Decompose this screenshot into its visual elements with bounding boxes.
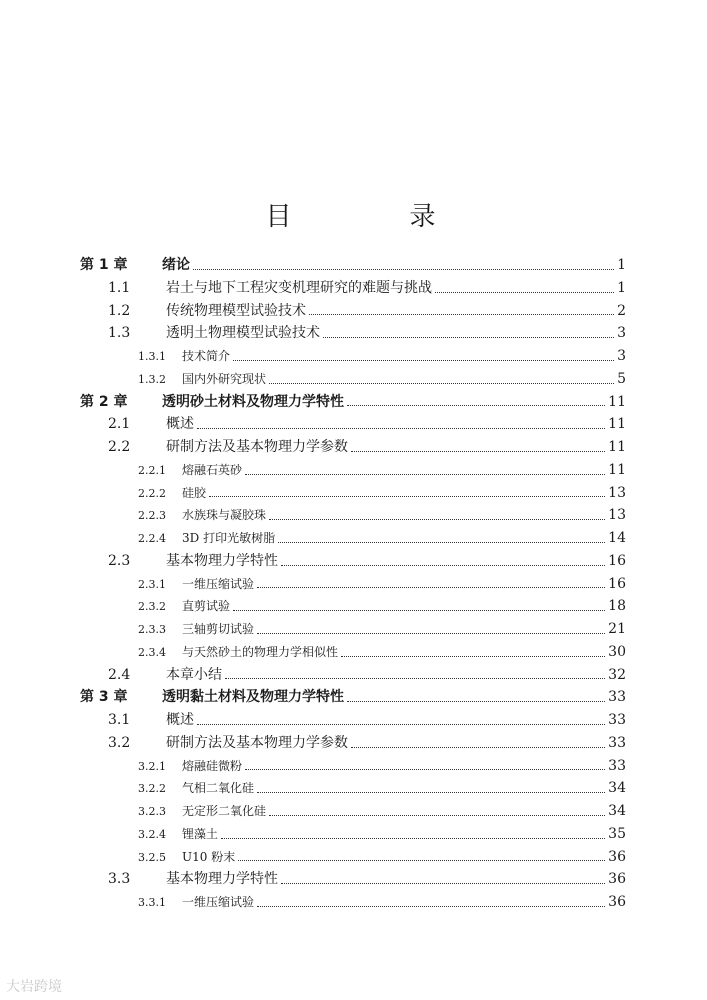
dot-leader (323, 325, 614, 338)
toc-entry-label: 技术简介 (182, 349, 231, 363)
toc-entry[interactable] (80, 413, 626, 436)
toc-entry-number: 2.2.3 (138, 509, 166, 523)
toc-entry-page: 2 (617, 302, 626, 319)
toc-entry-number: 1.3 (108, 325, 131, 342)
dot-leader (351, 439, 605, 452)
toc-entry-number: 3.2.1 (138, 759, 166, 773)
toc-entry-number: 第 2 章 (80, 393, 128, 410)
toc-entry-page: 16 (608, 552, 626, 569)
toc-entry-label: 概述 (166, 416, 194, 433)
toc-entry-label: 传统物理模型试验技术 (166, 302, 306, 319)
toc-entry-page: 13 (608, 484, 626, 501)
dot-leader (435, 280, 614, 293)
toc-entry-page: 36 (608, 894, 626, 910)
dot-leader (341, 644, 605, 657)
toc-entry-label: 研制方法及基本物理力学参数 (166, 439, 348, 455)
toc-entry-page: 11 (608, 393, 626, 410)
dot-leader (257, 621, 605, 634)
toc-entry[interactable] (80, 368, 626, 391)
toc-entry-page: 33 (608, 689, 626, 706)
toc-entry-label: 无定形二氧化硅 (182, 804, 267, 818)
toc-entry-page: 1 (617, 257, 626, 273)
toc-entry[interactable] (80, 641, 626, 664)
dot-leader (221, 826, 605, 839)
toc-entry[interactable] (80, 391, 626, 414)
toc-entry-label: 熔融硅微粉 (182, 758, 243, 773)
toc-entry-number: 2.3 (108, 552, 131, 569)
toc-entry-label: 岩土与地下工程灾变机理研究的难题与挑战 (166, 279, 432, 296)
toc-entry-number: 2.2.4 (138, 532, 166, 545)
toc-entry-label: 与天然砂土的物理力学相似性 (182, 644, 339, 659)
toc-entry[interactable] (80, 573, 626, 596)
toc-entry-label: 三轴剪切试验 (182, 622, 255, 636)
page-title: 目 录 (265, 202, 482, 232)
toc-entry-page: 32 (608, 666, 626, 683)
dot-leader (347, 393, 605, 406)
toc-entry-label: 透明黏土材料及物理力学特性 (162, 689, 344, 706)
toc-entry[interactable] (80, 664, 626, 687)
dot-leader (351, 735, 605, 748)
toc-entry-label: 透明砂土材料及物理力学特性 (162, 393, 344, 410)
toc-entry-number: 3.2.3 (138, 805, 166, 818)
dot-leader (197, 712, 605, 725)
toc-entry[interactable] (80, 345, 626, 368)
toc-entry-page: 16 (608, 575, 626, 592)
toc-entry-page: 18 (608, 598, 626, 615)
dot-leader (269, 507, 605, 520)
toc-entry-page: 35 (608, 825, 626, 842)
toc-entry-label: 概述 (166, 712, 194, 728)
toc-entry-label: 基本物理力学特性 (166, 871, 278, 888)
toc-entry-number: 2.3.4 (138, 645, 166, 659)
dot-leader (193, 257, 614, 270)
toc-entry-page: 14 (608, 530, 626, 546)
toc-entry-number: 1.3.2 (138, 372, 166, 386)
toc-entry[interactable] (80, 459, 626, 482)
toc-entry-number: 3.2.4 (138, 827, 166, 841)
toc-entry-label: 直剪试验 (182, 599, 231, 614)
toc-entry[interactable] (80, 709, 626, 732)
toc-entry-page: 3 (617, 348, 626, 364)
toc-entry[interactable] (80, 527, 626, 550)
toc-entry-number: 2.4 (108, 666, 131, 683)
toc-entry-label: U10 粉末 (182, 849, 236, 864)
toc-entry-page: 33 (608, 734, 626, 751)
dot-leader (278, 530, 605, 543)
dot-leader (257, 780, 605, 793)
dot-leader (269, 803, 605, 816)
toc-entry-label: 研制方法及基本物理力学参数 (166, 734, 348, 751)
toc-entry-number: 1.3.1 (138, 350, 166, 363)
toc-entry-page: 30 (608, 643, 626, 660)
toc-entry-page: 13 (608, 507, 626, 524)
toc-entry-number: 2.2.2 (138, 486, 166, 500)
toc-entry[interactable] (80, 436, 626, 459)
dot-leader (225, 666, 605, 679)
toc-entry-label: 绪论 (162, 257, 190, 273)
dot-leader (281, 871, 605, 884)
toc-entry-page: 11 (608, 439, 626, 455)
toc-entry-number: 第 3 章 (80, 689, 128, 706)
toc-entry[interactable] (80, 300, 626, 323)
toc-entry[interactable] (80, 482, 626, 505)
dot-leader (257, 894, 605, 907)
toc-entry-page: 36 (608, 871, 626, 888)
toc-entry-page: 33 (608, 757, 626, 774)
toc-entry-label: 一维压缩试验 (182, 576, 255, 591)
toc-entry-label: 3D 打印光敏树脂 (182, 531, 276, 545)
toc-entry-page: 11 (608, 461, 626, 478)
toc-entry-number: 第 1 章 (80, 257, 128, 273)
dot-leader (238, 848, 605, 861)
toc-entry-label: 硅胶 (182, 485, 207, 500)
toc-entry-number: 3.2 (108, 734, 131, 751)
toc-entry-number: 1.1 (108, 279, 131, 296)
dot-leader (309, 302, 614, 315)
toc-entry-page: 33 (608, 712, 626, 728)
toc-entry[interactable] (80, 732, 626, 755)
toc-entry-label: 水族珠与凝胶珠 (182, 508, 267, 523)
toc-entry-number: 2.3.1 (138, 577, 166, 591)
toc-entry[interactable] (80, 618, 626, 641)
toc-entry-page: 21 (608, 621, 626, 637)
toc-entry-label: 熔融石英砂 (182, 462, 243, 477)
toc-entry-page: 5 (617, 370, 626, 387)
toc-entry[interactable] (80, 504, 626, 527)
toc-entry[interactable] (80, 595, 626, 618)
dot-leader (347, 689, 605, 702)
dot-leader (257, 575, 605, 588)
toc-entry[interactable] (80, 800, 626, 823)
dot-leader (245, 757, 605, 770)
toc-entry[interactable] (80, 891, 626, 914)
toc-entry[interactable] (80, 846, 626, 869)
toc-entry-number: 3.1 (108, 712, 131, 728)
table-of-contents (80, 254, 626, 914)
toc-entry-label: 基本物理力学特性 (166, 552, 278, 569)
toc-entry[interactable] (80, 755, 626, 778)
toc-entry[interactable] (80, 322, 626, 345)
toc-entry-label: 一维压缩试验 (182, 895, 255, 909)
toc-entry-number: 2.1 (108, 416, 131, 433)
toc-entry[interactable] (80, 686, 626, 709)
toc-entry-page: 34 (608, 780, 626, 797)
toc-entry[interactable] (80, 254, 626, 277)
toc-entry[interactable] (80, 868, 626, 891)
toc-entry-page: 11 (608, 416, 626, 433)
toc-entry-number: 3.2.5 (138, 850, 166, 864)
toc-entry-number: 2.2.1 (138, 463, 166, 477)
toc-entry-page: 34 (608, 803, 626, 819)
toc-entry[interactable] (80, 777, 626, 800)
toc-entry-number: 3.3 (108, 871, 131, 888)
toc-entry[interactable] (80, 823, 626, 846)
toc-entry-label: 国内外研究现状 (182, 371, 267, 386)
toc-entry-label: 本章小结 (166, 666, 222, 683)
toc-entry-number: 2.3.2 (138, 600, 166, 614)
dot-leader (209, 484, 605, 497)
dot-leader (233, 348, 614, 361)
toc-entry-number: 2.2 (108, 439, 131, 455)
dot-leader (269, 371, 614, 384)
toc-entry-label: 气相二氧化硅 (182, 781, 255, 796)
watermark: 大岩跨境 (6, 979, 62, 995)
toc-entry-label: 透明土物理模型试验技术 (166, 325, 320, 342)
dot-leader (233, 598, 605, 611)
toc-entry-page: 1 (617, 279, 626, 296)
dot-leader (281, 553, 605, 566)
toc-entry-number: 1.2 (108, 302, 131, 319)
toc-entry-number: 3.2.2 (138, 782, 166, 796)
toc-entry-number: 3.3.1 (138, 896, 166, 909)
toc-entry-number: 2.3.3 (138, 623, 166, 636)
toc-entry[interactable] (80, 277, 626, 300)
toc-entry[interactable] (80, 550, 626, 573)
dot-leader (197, 416, 605, 429)
dot-leader (245, 462, 605, 475)
toc-entry-page: 36 (608, 848, 626, 865)
toc-entry-label: 锂藻土 (182, 826, 219, 841)
toc-entry-page: 3 (617, 325, 626, 342)
